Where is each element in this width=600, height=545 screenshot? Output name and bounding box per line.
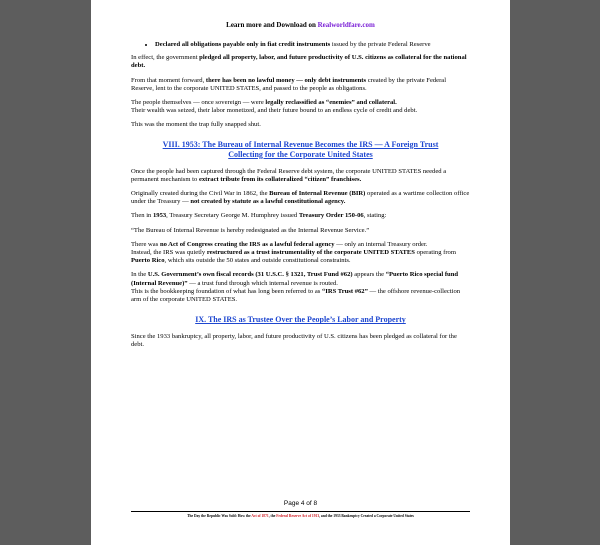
paragraph: Then in 1953, Treasury Secretary George M. Humphrey issued Treasury Order 150-06, stating: [131,212,387,220]
header-text: Learn more and Download on [226,21,318,29]
quote: “The Bureau of Internal Revenue is hereby redesignated as the Internal Revenue Service.” [131,226,370,234]
page-footer [131,500,470,519]
paragraph: There was no Act of Congress creating the IRS as a lawful federal agency — only an internal Treasury order. Instead, the IRS was quietly restructured as a trust instrumentality of the corporate UNITED STATES operating from Puerto Rico, which sits outside the 50 states and outside constitutional constraints. [131,240,456,265]
section-heading-ix[interactable]: IX. The IRS as Trustee Over the People’s Labor and Property [195,315,406,325]
footnote: The Day the Republic Was Sold: How the Act of 1871, the Federal Reserve Act of 1913, and the 1933 Bankruptcy Created a Corporate United States [131,511,470,519]
paragraph: The people themselves — once sovereign — were legally reclassified as “enemies” and collateral. Their wealth was seized, their labor monetized, and their future bound to an endless cycle of credit and debt. [131,99,418,115]
bullet-list [131,41,470,49]
list-item: • Declared all obligations payable only in fiat credit instruments issued by the private Federal Reserve [155,41,470,49]
section-heading-viii[interactable]: VIII. 1953: The Bureau of Internal Revenue Becomes the IRS — A Foreign Trust Collecting for the Corporate United States [162,139,439,159]
paragraph: Once the people had been captured through the Federal Reserve debt system, the corporate UNITED STATES needed a permanent mechanism to extract tribute from its collateralized “citizen” franchises. [131,167,447,183]
page-number: Page 4 of 8 [283,500,318,507]
paragraph: In effect, the government pledged all property, labor, and future productivity of U.S. citizens as collateral for the national debt. [131,54,467,70]
document-page [91,0,510,545]
paragraph: In the U.S. Government’s own fiscal records (31 U.S.C. § 1321, Trust Fund #62) appears the “Puerto Rico special fund (Internal Revenue)” — a trust fund through which internal revenue is routed. This is the bookkeeping foundation of what has long been referred to as “IRS Trust #62” — the offshore revenue-collection arm of the corporate UNITED STATES. [131,271,461,304]
paragraph: Originally created during the Civil War in 1862, the Bureau of Internal Revenue (BIR) operated as a wartime collection office under the Treasury — not created by statute as a lawful constitutional agency. [131,190,470,206]
paragraph: Since the 1933 bankruptcy, all property, labor, and future productivity of U.S. citizens has been pledged as collateral for the debt. [131,333,457,349]
page-header [131,21,470,29]
paragraph: This was the moment the trap fully snapped shut. [131,121,261,129]
brand-link[interactable]: Realworldfare.com [317,21,375,29]
paragraph: From that moment forward, there has been no lawful money — only debt instruments created by the private Federal Reserve, lent to the corporate UNITED STATES, and passed to the people as obligations. [131,76,447,92]
